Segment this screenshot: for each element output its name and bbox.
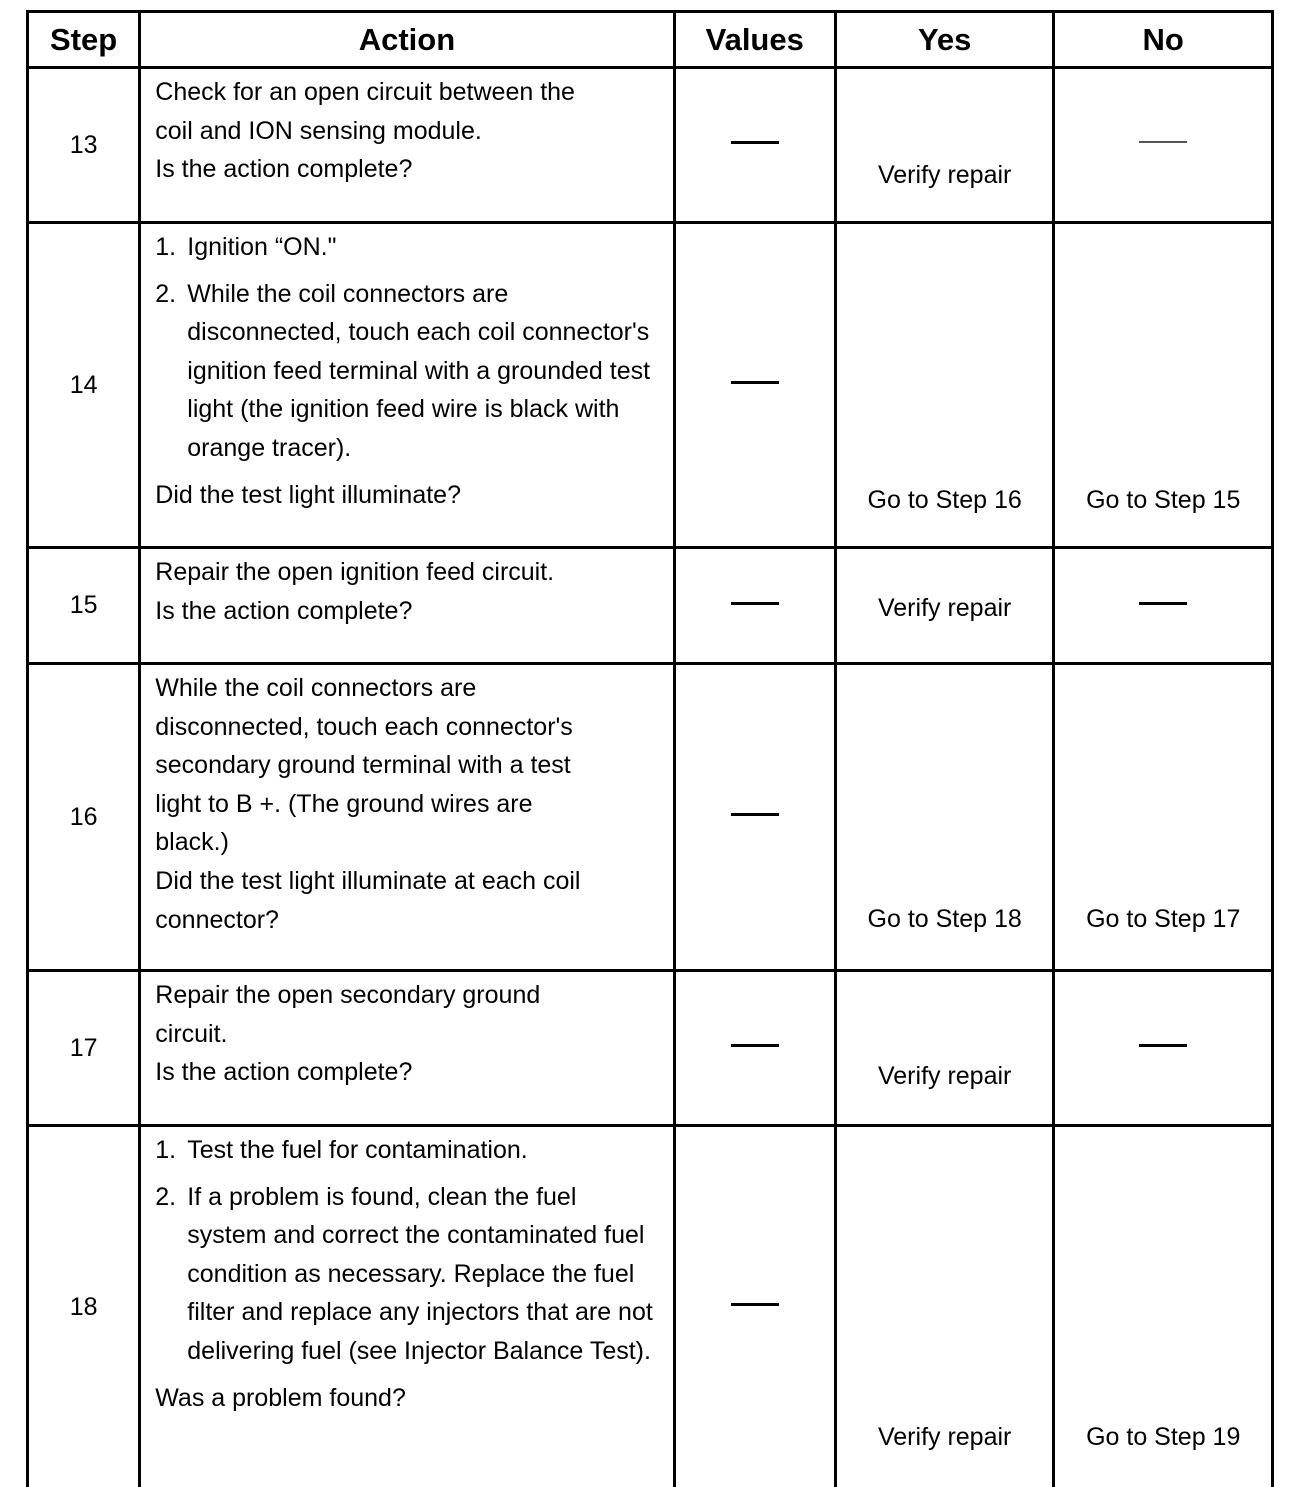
yes-result: Go to Step 16 xyxy=(837,481,1053,520)
action-cell xyxy=(140,223,674,548)
action-cell xyxy=(140,548,674,664)
action-line: disconnected, touch each connector's xyxy=(155,708,660,747)
action-line: black.) xyxy=(155,823,660,862)
yes-cell xyxy=(835,971,1054,1126)
action-question: Is the action complete? xyxy=(155,592,660,631)
values-cell xyxy=(674,664,835,971)
action-question: connector? xyxy=(155,901,660,940)
values-cell xyxy=(674,1126,835,1487)
no-result-dash xyxy=(1139,1044,1187,1047)
values-cell xyxy=(674,548,835,664)
action-line: Repair the open ignition feed circuit. xyxy=(155,553,660,592)
header-action: Action xyxy=(140,12,674,68)
table-row xyxy=(28,1126,1273,1487)
no-cell xyxy=(1054,68,1273,223)
action-line: coil and ION sensing module. xyxy=(155,112,660,151)
no-cell xyxy=(1054,223,1273,548)
value-dash xyxy=(731,1303,779,1306)
yes-cell xyxy=(835,664,1054,971)
action-question: Is the action complete? xyxy=(155,1053,660,1092)
action-item xyxy=(155,1178,660,1371)
action-line: secondary ground terminal with a test xyxy=(155,746,660,785)
item-number: 2. xyxy=(155,275,187,468)
yes-cell xyxy=(835,68,1054,223)
action-line: While the coil connectors are xyxy=(155,669,660,708)
step-number: 13 xyxy=(28,68,140,223)
action-item xyxy=(155,228,660,267)
action-line: circuit. xyxy=(155,1015,660,1054)
action-cell xyxy=(140,971,674,1126)
values-cell xyxy=(674,223,835,548)
no-result: Go to Step 17 xyxy=(1055,900,1271,939)
action-item xyxy=(155,1131,660,1170)
no-cell xyxy=(1054,548,1273,664)
header-no: No xyxy=(1054,12,1273,68)
value-dash xyxy=(731,141,779,144)
item-text: Ignition “ON." xyxy=(187,228,660,267)
action-question: Did the test light illuminate? xyxy=(155,476,660,515)
step-number: 18 xyxy=(28,1126,140,1487)
header-yes: Yes xyxy=(835,12,1054,68)
no-result-dash xyxy=(1139,602,1187,605)
table-row xyxy=(28,548,1273,664)
action-cell xyxy=(140,68,674,223)
item-number: 1. xyxy=(155,228,187,267)
values-cell xyxy=(674,971,835,1126)
yes-result: Go to Step 18 xyxy=(837,900,1053,939)
item-text: If a problem is found, clean the fuel system and correct the contaminated fuel condition as necessary. Replace the fuel filter and replace any injectors that are not delivering fuel (see Injector Balance Test). xyxy=(187,1178,660,1371)
value-dash xyxy=(731,381,779,384)
action-cell xyxy=(140,1126,674,1487)
yes-result: Verify repair xyxy=(837,589,1053,628)
header-row xyxy=(28,12,1273,68)
action-line: Repair the open secondary ground xyxy=(155,976,660,1015)
no-cell xyxy=(1054,971,1273,1126)
table-row xyxy=(28,664,1273,971)
diagnostic-table xyxy=(26,10,1274,1487)
step-number: 15 xyxy=(28,548,140,664)
table-row xyxy=(28,971,1273,1126)
item-text: While the coil connectors are disconnected, touch each coil connector's ignition feed terminal with a grounded test light (the ignition feed wire is black with orange tracer). xyxy=(187,275,660,468)
item-number: 2. xyxy=(155,1178,187,1371)
no-cell xyxy=(1054,664,1273,971)
yes-result: Verify repair xyxy=(837,156,1053,195)
action-item xyxy=(155,275,660,468)
action-cell xyxy=(140,664,674,971)
header-step: Step xyxy=(28,12,140,68)
value-dash xyxy=(731,602,779,605)
yes-cell xyxy=(835,223,1054,548)
action-question: Did the test light illuminate at each coil xyxy=(155,862,660,901)
yes-result: Verify repair xyxy=(837,1418,1053,1457)
value-dash xyxy=(731,813,779,816)
table-row xyxy=(28,223,1273,548)
yes-result: Verify repair xyxy=(837,1057,1053,1096)
table-row xyxy=(28,68,1273,223)
no-result: Go to Step 19 xyxy=(1055,1418,1271,1457)
action-question: Was a problem found? xyxy=(155,1379,660,1418)
no-result-dash xyxy=(1139,141,1187,143)
header-values: Values xyxy=(674,12,835,68)
step-number: 16 xyxy=(28,664,140,971)
action-line: Check for an open circuit between the xyxy=(155,73,660,112)
no-cell xyxy=(1054,1126,1273,1487)
values-cell xyxy=(674,68,835,223)
action-question: Is the action complete? xyxy=(155,150,660,189)
action-line: light to B +. (The ground wires are xyxy=(155,785,660,824)
item-text: Test the fuel for contamination. xyxy=(187,1131,660,1170)
yes-cell xyxy=(835,548,1054,664)
step-number: 17 xyxy=(28,971,140,1126)
item-number: 1. xyxy=(155,1131,187,1170)
no-result: Go to Step 15 xyxy=(1055,481,1271,520)
step-number: 14 xyxy=(28,223,140,548)
yes-cell xyxy=(835,1126,1054,1487)
value-dash xyxy=(731,1044,779,1047)
